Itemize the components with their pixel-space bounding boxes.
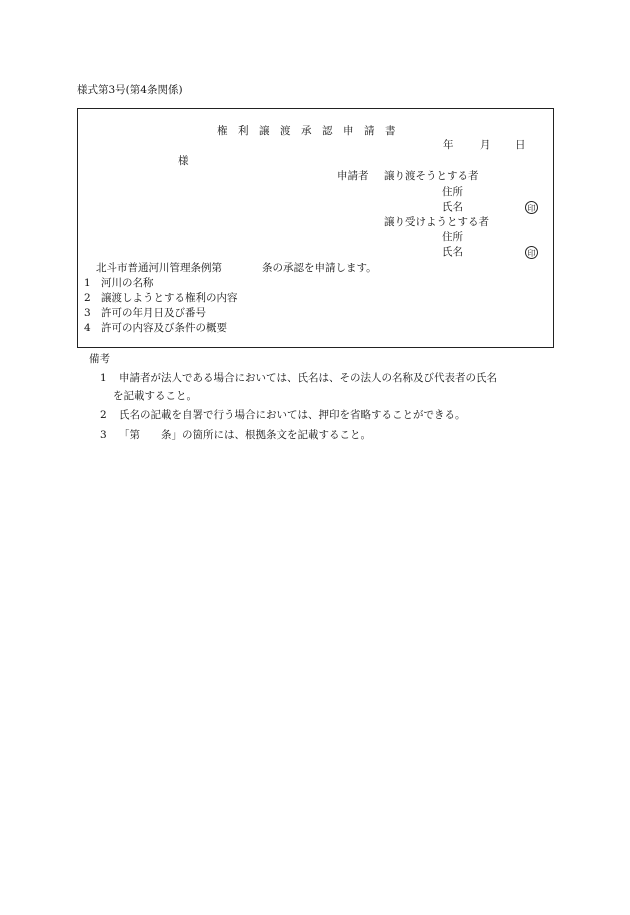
transferee-name-label: 氏名 (442, 246, 463, 258)
item-number: 2 (84, 292, 91, 304)
date-month-label: 月 (480, 139, 491, 151)
transferor-seal-mark: 印 (525, 201, 538, 214)
transferor-address-label: 住所 (442, 186, 463, 198)
item-text: 許可の年月日及び番号 (101, 307, 206, 319)
note-text: 「第 条」の箇所には、根拠条文を記載すること。 (119, 429, 371, 441)
applicant-label: 申請者 (337, 170, 369, 182)
note-text: 氏名の記載を自署で行う場合においては、押印を省略することができる。 (119, 409, 466, 421)
date-day-label: 日 (515, 139, 526, 151)
note-number: 2 (100, 409, 107, 421)
item-text: 譲渡しようとする権利の内容 (101, 292, 238, 304)
item-text: 河川の名称 (101, 277, 154, 289)
transferee-address-label: 住所 (442, 231, 463, 243)
transferor-name-label: 氏名 (442, 201, 463, 213)
item-number: 3 (84, 307, 91, 319)
addressee-suffix: 様 (178, 155, 189, 167)
request-sentence-prefix: 北斗市普通河川管理条例第 (96, 262, 222, 274)
application-form (77, 108, 554, 348)
note-number: 3 (100, 429, 107, 441)
note-number: 1 (100, 372, 107, 384)
item-number: 1 (84, 277, 91, 289)
item-text: 許可の内容及び条件の概要 (101, 322, 227, 334)
form-title: 権 利 譲 渡 承 認 申 請 書 (217, 125, 396, 137)
date-year-label: 年 (443, 139, 454, 151)
transferee-label: 譲り受けようとする者 (384, 216, 489, 228)
remarks-heading: 備考 (89, 353, 110, 365)
note-text: 申請者が法人である場合においては、氏名は、その法人の名称及び代表者の氏名 (119, 372, 497, 384)
transferee-seal-mark: 印 (525, 246, 538, 259)
transferor-label: 譲り渡そうとする者 (384, 170, 479, 182)
item-number: 4 (84, 322, 91, 334)
form-label: 様式第3号(第4条関係) (77, 84, 183, 96)
note-text-continued: を記載すること。 (113, 390, 197, 402)
request-sentence-suffix: 条の承認を申請します。 (262, 262, 377, 274)
